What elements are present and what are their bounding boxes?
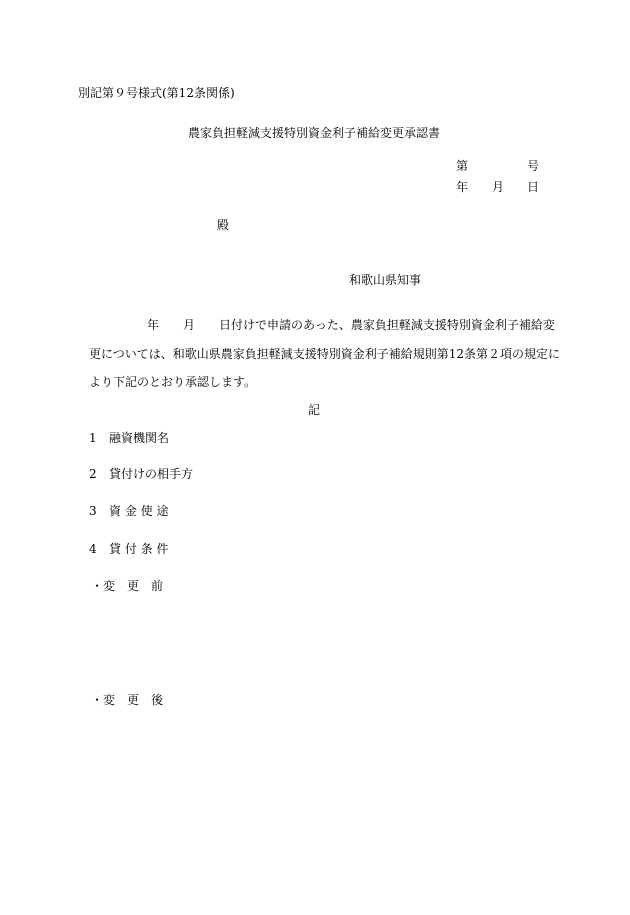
- item-label: 融資機関名: [109, 431, 170, 445]
- item-label: 資 金 使 途: [109, 504, 169, 518]
- date-month: 月: [492, 180, 505, 194]
- number-prefix: 第: [456, 159, 469, 173]
- body-text-line-1: 年 月 日付けで申請のあった、農家負担軽減支援特別資金利子補給変: [147, 318, 555, 332]
- ki-heading: 記: [308, 403, 321, 417]
- item-label: 貸付けの相手方: [109, 467, 194, 481]
- date-day: 日: [527, 180, 540, 194]
- addressee-suffix: 殿: [217, 218, 230, 232]
- item-number: 2: [89, 467, 97, 481]
- item-number: 4: [89, 542, 97, 556]
- body-text-line-2: 更については、和歌山県農家負担軽減支援特別資金利子補給規則第12条第２項の規定に: [89, 347, 561, 361]
- item-label: 貸 付 条 件: [109, 542, 169, 556]
- item-number: 3: [89, 504, 97, 518]
- form-label: 別記第９号様式(第12条関係): [78, 86, 235, 100]
- change-before-label: ・変 更 前: [91, 579, 164, 593]
- date-year: 年: [456, 180, 469, 194]
- list-item-fund-use: [89, 504, 168, 518]
- number-suffix: 号: [527, 159, 540, 173]
- list-item-lender: [89, 431, 169, 445]
- document-title: 農家負担軽減支援特別資金利子補給変更承認書: [188, 126, 441, 140]
- list-item-loan-terms: [89, 542, 168, 556]
- change-after-label: ・変 更 後: [91, 693, 164, 707]
- item-number: 1: [89, 431, 97, 445]
- body-text-line-3: より下記のとおり承認します。: [89, 375, 257, 389]
- issuer-name: 和歌山県知事: [349, 273, 422, 287]
- list-item-borrower: [89, 467, 193, 481]
